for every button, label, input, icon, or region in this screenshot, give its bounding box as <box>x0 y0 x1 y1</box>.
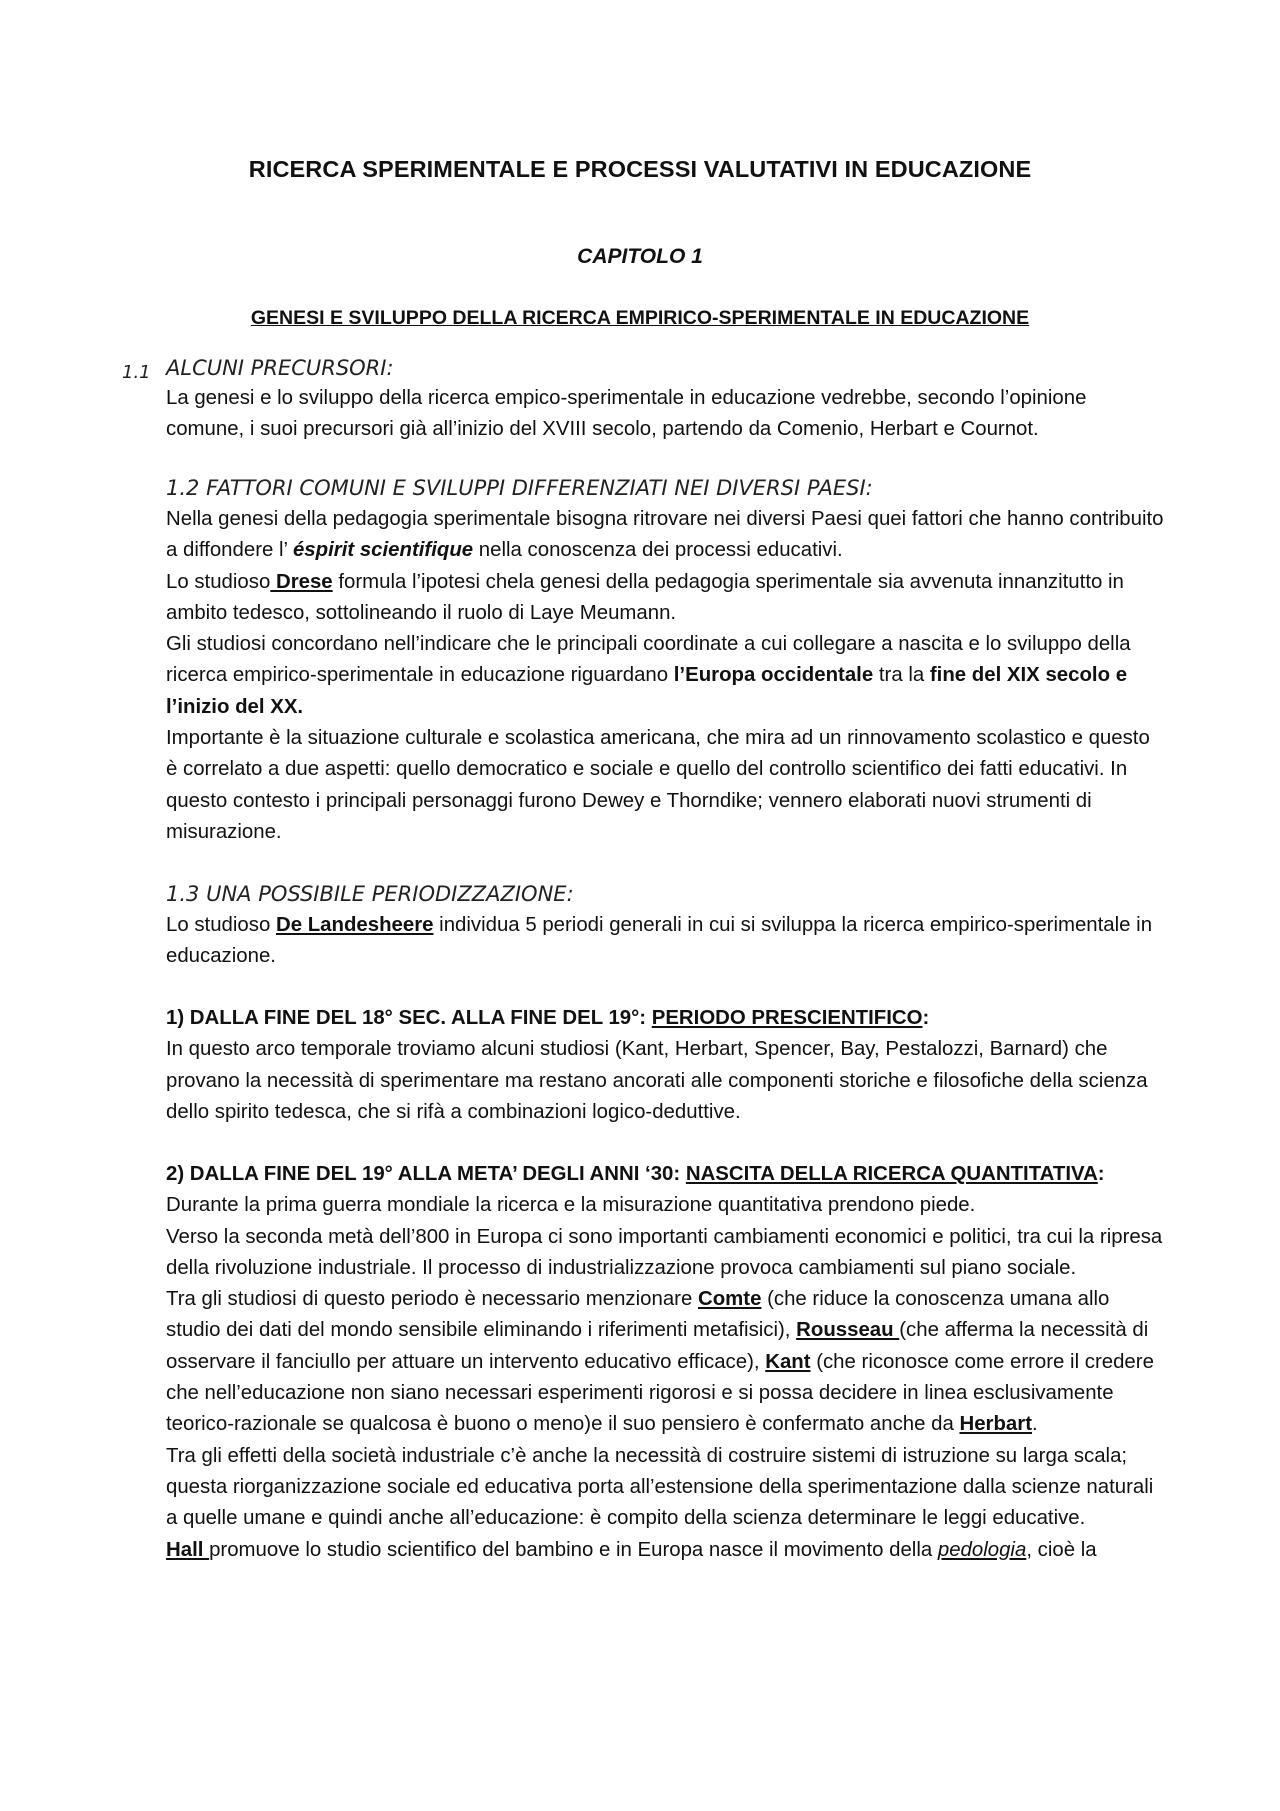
name-comte: Comte <box>697 1288 762 1311</box>
paragraph: Lo studioso De Landesheere individua 5 periodi generali in cui si sviluppa la ricerca empirico-sperimentale in educazione. <box>166 914 1153 968</box>
period-1 <box>166 1003 1166 1128</box>
section-1-3-heading: 1.3 UNA POSSIBILE PERIODIZZAZIONE: <box>166 882 574 906</box>
paragraph: Verso la seconda metà dell’800 in Europa ci sono importanti cambiamenti economici e politici, tra cui la ripresa della rivoluzione industriale. Il processo di industrializzazione provoca cambiamenti sul piano sociale. <box>166 1225 1163 1279</box>
paragraph: La genesi e lo sviluppo della ricerca empico-sperimentale in educazione vedrebbe, secondo l’opinione comune, i suoi precursori già all’inizio del XVIII secolo, partendo da Comenio, Herbart e Cournot. <box>166 387 1087 441</box>
emphasis: éspirit scientifique <box>292 539 474 562</box>
paragraph: In questo arco temporale troviamo alcuni studiosi (Kant, Herbart, Spencer, Bay, Pestalozzi, Barnard) che provano la necessità di sperimentare ma restano ancorati alle componenti storiche e filosofiche della scienza dello spirito tedesca, che si rifà a combinazioni logico-deduttive. <box>166 1038 1148 1123</box>
chapter-heading: CAPITOLO 1 <box>577 245 703 268</box>
section-1-2-body <box>166 504 1166 848</box>
paragraph: Gli studiosi concordano nell’indicare che le principali coordinate a cui collegare a nascita e lo sviluppo della ricerca empirico-sperimentale in educazione riguardano l’Europa occidentale tra la fine del XIX secolo e l’inizio del XX. <box>166 633 1131 718</box>
period-2-heading: 2) DALLA FINE DEL 19° ALLA META’ DEGLI ANNI ‘30: NASCITA DELLA RICERCA QUANTITATIVA: <box>166 1163 1105 1185</box>
name-herbart: Herbart <box>959 1413 1032 1436</box>
chapter-subtitle: GENESI E SVILUPPO DELLA RICERCA EMPIRICO-SPERIMENTALE IN EDUCAZIONE <box>250 307 1030 329</box>
paragraph: Importante è la situazione culturale e scolastica americana, che mira ad un rinnovamento scolastico e questo è correlato a due aspetti: quello democratico e sociale e quello del controllo scientifico dei fatti educativi. In questo contesto i principali personaggi furono Dewey e Thorndike; vennero elaborati nuovi strumenti di misurazione. <box>166 727 1150 843</box>
name-drese: Drese <box>270 570 333 593</box>
section-1-3-body <box>166 910 1166 973</box>
paragraph: Tra gli studiosi di questo periodo è necessario menzionare Comte (che riduce la conoscenza umana allo studio dei dati del mondo sensibile eliminando i riferimenti metafisici), Rousseau (che afferma la necessità di osservare il fanciullo per attuare un intervento educativo efficace), Kant (che riconosce come errore il credere che nell’educazione non siano necessari esperimenti rigorosi e si possa decidere in linea esclusivamente teorico-razionale se qualcosa è buono o meno)e il suo pensiero è confermato anche da Herbart. <box>166 1288 1154 1436</box>
emphasis: fine del XIX secolo e l’inizio del XX. <box>166 664 1128 718</box>
document-title: RICERCA SPERIMENTALE E PROCESSI VALUTATIVI IN EDUCAZIONE <box>248 156 1032 182</box>
paragraph: Tra gli effetti della società industriale c’è anche la necessità di costruire sistemi di istruzione su larga scala; questa riorganizzazione sociale ed educativa porta all’estensione della sperimentazione dalla scienze naturali a quelle umane e quindi anche all’educazione: è compito della scienza determinare le leggi educative. <box>166 1444 1154 1530</box>
name-de-landesheere: De Landesheere <box>275 914 434 936</box>
period-2 <box>166 1159 1166 1566</box>
name-kant: Kant <box>765 1350 811 1373</box>
name-hall: Hall <box>166 1538 210 1561</box>
section-1-1-number: 1.1 <box>122 362 151 383</box>
section-1-2-heading: 1.2 FATTORI COMUNI E SVILUPPI DIFFERENZIATI NEI DIVERSI PAESI: <box>166 476 873 500</box>
period-1-heading: 1) DALLA FINE DEL 18° SEC. ALLA FINE DEL 19°: PERIODO PRESCIENTIFICO: <box>166 1007 930 1029</box>
paragraph: Nella genesi della pedagogia sperimentale bisogna ritrovare nei diversi Paesi quei fattori che hanno contribuito a diffondere l’ éspirit scientifique nella conoscenza dei processi educativi. <box>166 508 1164 562</box>
section-1-1-body <box>166 383 1166 446</box>
paragraph: Durante la prima guerra mondiale la ricerca e la misurazione quantitativa prendono piede. <box>166 1194 976 1217</box>
paragraph: Lo studioso Drese formula l’ipotesi chela genesi della pedagogia sperimentale sia avvenuta innanzitutto in ambito tedesco, sottolineando il ruolo di Laye Meumann. <box>166 570 1124 624</box>
term-pedologia: pedologia <box>937 1538 1027 1561</box>
name-rousseau: Rousseau <box>796 1319 900 1342</box>
emphasis: l’Europa occidentale <box>673 664 874 687</box>
paragraph: Hall promuove lo studio scientifico del bambino e in Europa nasce il movimento della pedologia, cioè la <box>166 1538 1097 1561</box>
section-1-1-heading: ALCUNI PRECURSORI: <box>166 356 394 380</box>
